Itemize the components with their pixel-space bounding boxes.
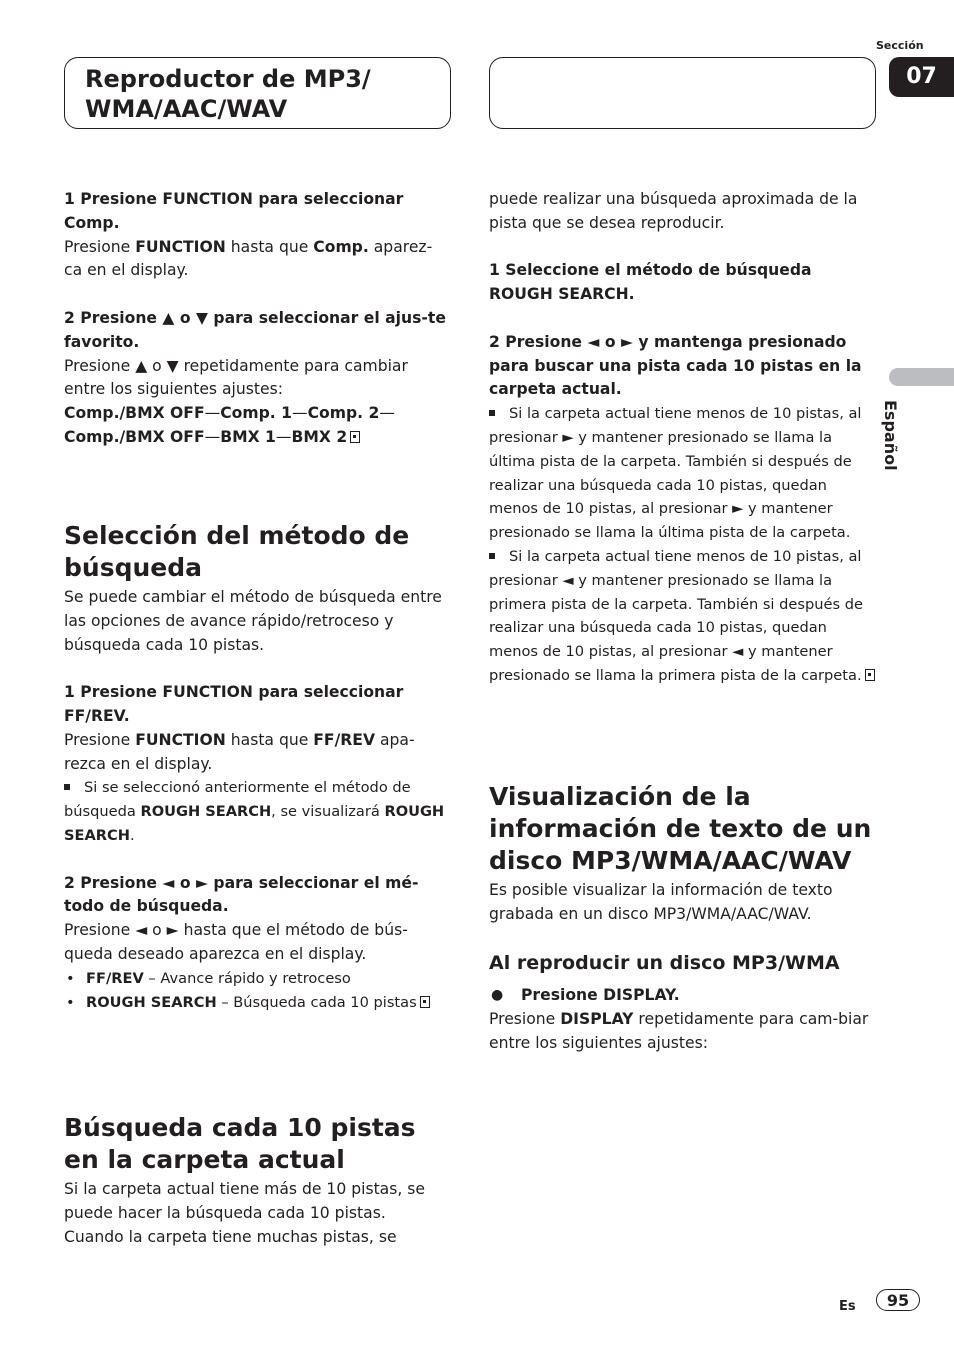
end-mark-icon <box>865 669 875 681</box>
step2-options-1: Comp./BMX OFF—Comp. 1—Comp. 2— <box>64 404 395 423</box>
header-empty-box <box>489 57 876 129</box>
end-mark-icon <box>350 431 360 443</box>
press-display-title: ● Presione DISPLAY. <box>489 984 875 1008</box>
search-step1-title: 1 Presione FUNCTION para seleccionar FF/REV. <box>64 683 404 725</box>
every10-text: Si la carpeta actual tiene más de 10 pistas, se puede hacer la búsqueda cada 10 pistas. Cuando la carpeta tiene muchas pistas, se <box>64 1180 425 1246</box>
section-label: Sección <box>876 39 924 52</box>
search-step2-text: Presione ◄ o ► hasta que el método de bús-queda deseado aparezca en el display. <box>64 921 408 963</box>
step2-options-2: Comp./BMX OFF—BMX 1—BMX 2 <box>64 426 450 450</box>
left-search-section <box>64 520 450 1014</box>
heading-playing-mp3: Al reproducir un disco MP3/WMA <box>489 952 840 975</box>
header-title-box <box>64 57 451 129</box>
search-step1-note: Si se seleccionó anteriormente el método de búsqueda ROUGH SEARCH, se visualizará ROUGH SEARCH. <box>64 779 445 844</box>
right-display-section <box>489 781 875 1056</box>
language-label: Español <box>881 400 900 471</box>
language-tab <box>889 368 954 386</box>
step2-title: 2 Presione ▲ o ▼ para seleccionar el ajus-te favorito. <box>64 308 446 351</box>
rough-step1-title: 1 Seleccione el método de búsqueda ROUGH SEARCH. <box>489 261 812 304</box>
note-bullet-icon <box>64 784 70 790</box>
search-step2-title: 2 Presione ◄ o ► para seleccionar el mé-todo de búsqueda. <box>64 873 419 916</box>
list-item: • ROUGH SEARCH – Búsqueda cada 10 pistas <box>64 991 450 1015</box>
page-number: 95 <box>876 1289 920 1311</box>
rough-note-1: Si la carpeta actual tiene menos de 10 pistas, al presionar ► y mantener presionado se llama la última pista de la carpeta. También si después de realizar una búsqueda cada 10 pistas, quedan menos de 10 pistas, al presionar ► y mantener presionado se llama la última pista de la carpeta. <box>489 405 862 542</box>
step2-text: Presione ▲ o ▼ repetidamente para cambiar entre los siguientes ajustes: <box>64 356 408 399</box>
note-bullet-icon <box>489 553 495 559</box>
left-every10-section <box>64 1112 450 1249</box>
heading-search-method: Selección del método de búsqueda <box>64 521 410 582</box>
step1-title: 1 Presione FUNCTION para seleccionar Comp. <box>64 190 404 232</box>
search-intro: Se puede cambiar el método de búsqueda entre las opciones de avance rápido/retroceso y búsqueda cada 10 pistas. <box>64 588 442 654</box>
end-mark-icon <box>420 996 430 1008</box>
continued-text: puede realizar una búsqueda aproximada de la pista que se desea reproducir. <box>489 190 858 232</box>
right-column <box>489 188 875 688</box>
list-item: • FF/REV – Avance rápido y retroceso <box>66 969 351 987</box>
footer-language: Es <box>839 1299 856 1314</box>
note-bullet-icon <box>489 410 495 416</box>
press-display-text: Presione DISPLAY repetidamente para cam-biar entre los siguientes ajustes: <box>489 1010 869 1052</box>
left-column <box>64 188 450 450</box>
rough-note-2: Si la carpeta actual tiene menos de 10 pistas, al presionar ◄ y mantener presionado se llama la primera pista de la carpeta. También si después de realizar una búsqueda cada 10 pistas, quedan menos de 10 pistas, al presionar ◄ y mantener presionado se llama la primera pista de la carpeta. <box>489 545 875 688</box>
display-text: Es posible visualizar la información de texto grabada en un disco MP3/WMA/AAC/WAV. <box>489 881 833 923</box>
page-title: Reproductor de MP3/ WMA/AAC/WAV <box>85 65 371 123</box>
heading-text-display: Visualización de la información de texto de un disco MP3/WMA/AAC/WAV <box>489 782 872 875</box>
bullet-icon: ● <box>491 987 504 1004</box>
search-step1-text: Presione FUNCTION hasta que FF/REV apa-rezca en el display. <box>64 730 415 773</box>
rough-step2-title: 2 Presione ◄ o ► y mantenga presionado para buscar una pista cada 10 pistas en la carpeta actual. <box>489 332 862 399</box>
section-number: 07 <box>889 57 954 97</box>
heading-every-10-tracks: Búsqueda cada 10 pistas en la carpeta actual <box>64 1113 416 1174</box>
step1-text: Presione FUNCTION hasta que Comp. aparez-ca en el display. <box>64 237 433 280</box>
